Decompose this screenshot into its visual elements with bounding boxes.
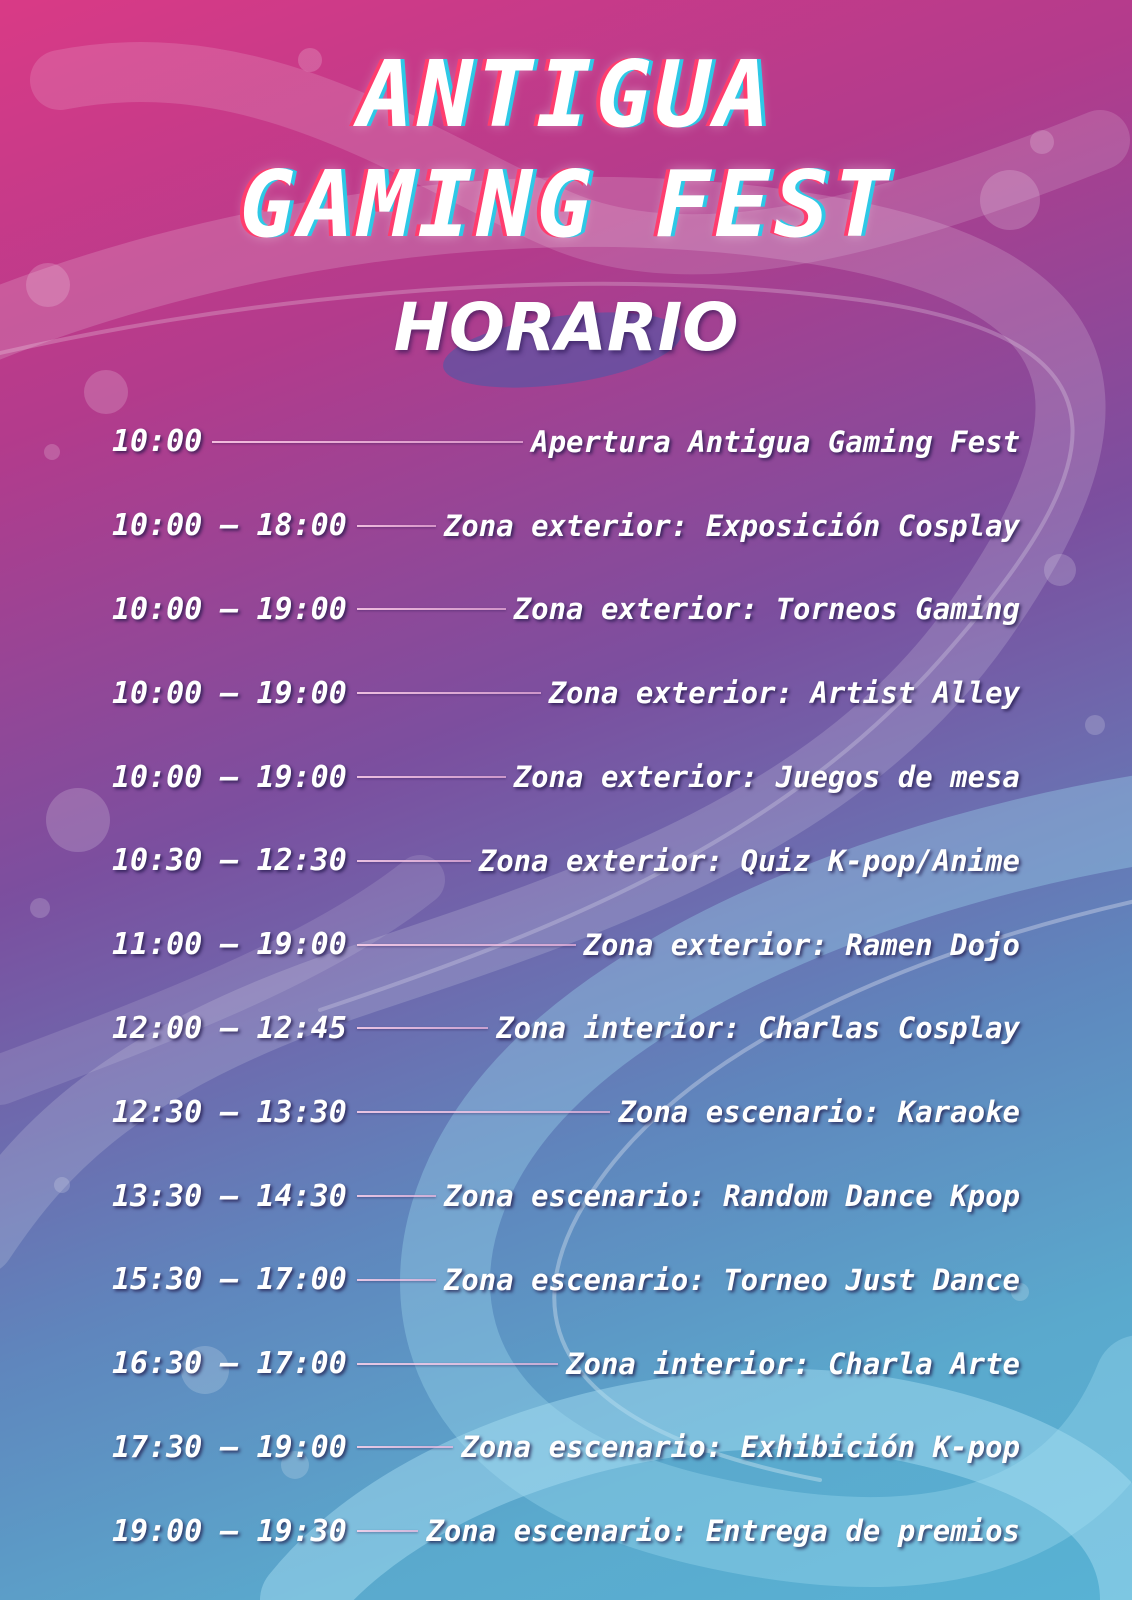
schedule-heading: HORARIO	[393, 289, 739, 366]
leader-line	[357, 860, 471, 862]
leader-line	[357, 1111, 611, 1113]
title-line-2: GAMING FEST	[239, 151, 893, 258]
schedule-event: Apertura Antigua Gaming Fest	[531, 424, 1020, 459]
schedule-row	[112, 400, 1020, 484]
leader-line	[357, 525, 436, 527]
schedule-row	[112, 735, 1020, 819]
leader-line	[357, 1027, 488, 1029]
schedule-time: 19:00 – 19:30	[112, 1513, 347, 1549]
leader-line	[357, 1446, 453, 1448]
schedule-time: 12:30 – 13:30	[112, 1094, 347, 1130]
schedule-time: 16:30 – 17:00	[112, 1346, 347, 1382]
poster-title	[0, 40, 1132, 260]
schedule-event: Zona exterior: Exposición Cosplay	[443, 508, 1020, 543]
schedule-row	[112, 903, 1020, 987]
leader-line	[357, 1530, 419, 1532]
leader-line	[357, 608, 506, 610]
schedule-event: Zona exterior: Quiz K-pop/Anime	[478, 843, 1020, 878]
schedule-event: Zona escenario: Entrega de premios	[426, 1514, 1020, 1549]
schedule-time: 10:00	[112, 424, 203, 460]
leader-line	[357, 692, 541, 694]
leader-line	[357, 1195, 436, 1197]
title-line-1: ANTIGUA	[358, 41, 774, 148]
leader-line	[357, 1363, 558, 1365]
schedule-event: Zona exterior: Torneos Gaming	[513, 592, 1020, 627]
schedule-event: Zona escenario: Random Dance Kpop	[443, 1179, 1020, 1214]
schedule-row	[112, 987, 1020, 1071]
schedule-time: 17:30 – 19:00	[112, 1429, 347, 1465]
schedule-time: 15:30 – 17:00	[112, 1262, 347, 1298]
schedule-time: 11:00 – 19:00	[112, 927, 347, 963]
schedule-row	[112, 1238, 1020, 1322]
schedule-time: 10:00 – 19:00	[112, 675, 347, 711]
schedule-time: 13:30 – 14:30	[112, 1178, 347, 1214]
schedule-row	[112, 651, 1020, 735]
schedule-row	[112, 568, 1020, 652]
schedule-event: Zona interior: Charla Arte	[566, 1346, 1020, 1381]
schedule-time: 10:30 – 12:30	[112, 843, 347, 879]
leader-line	[212, 441, 523, 443]
schedule-time: 10:00 – 19:00	[112, 591, 347, 627]
schedule-list	[112, 400, 1020, 1573]
schedule-event: Zona escenario: Karaoke	[618, 1095, 1020, 1130]
schedule-row	[112, 1406, 1020, 1490]
leader-line	[357, 776, 506, 778]
schedule-row	[112, 1154, 1020, 1238]
schedule-time: 10:00 – 18:00	[112, 508, 347, 544]
schedule-event: Zona escenario: Exhibición K-pop	[461, 1430, 1020, 1465]
schedule-event: Zona escenario: Torneo Just Dance	[443, 1262, 1020, 1297]
schedule-row	[112, 1489, 1020, 1573]
schedule-row	[112, 484, 1020, 568]
schedule-event: Zona exterior: Juegos de mesa	[513, 760, 1020, 795]
leader-line	[357, 1279, 436, 1281]
schedule-row	[112, 1322, 1020, 1406]
schedule-time: 12:00 – 12:45	[112, 1010, 347, 1046]
schedule-event: Zona exterior: Ramen Dojo	[583, 927, 1020, 962]
schedule-event: Zona interior: Charlas Cosplay	[496, 1011, 1020, 1046]
schedule-time: 10:00 – 19:00	[112, 759, 347, 795]
schedule-row	[112, 1070, 1020, 1154]
schedule-row	[112, 819, 1020, 903]
schedule-event: Zona exterior: Artist Alley	[548, 676, 1020, 711]
leader-line	[357, 944, 576, 946]
